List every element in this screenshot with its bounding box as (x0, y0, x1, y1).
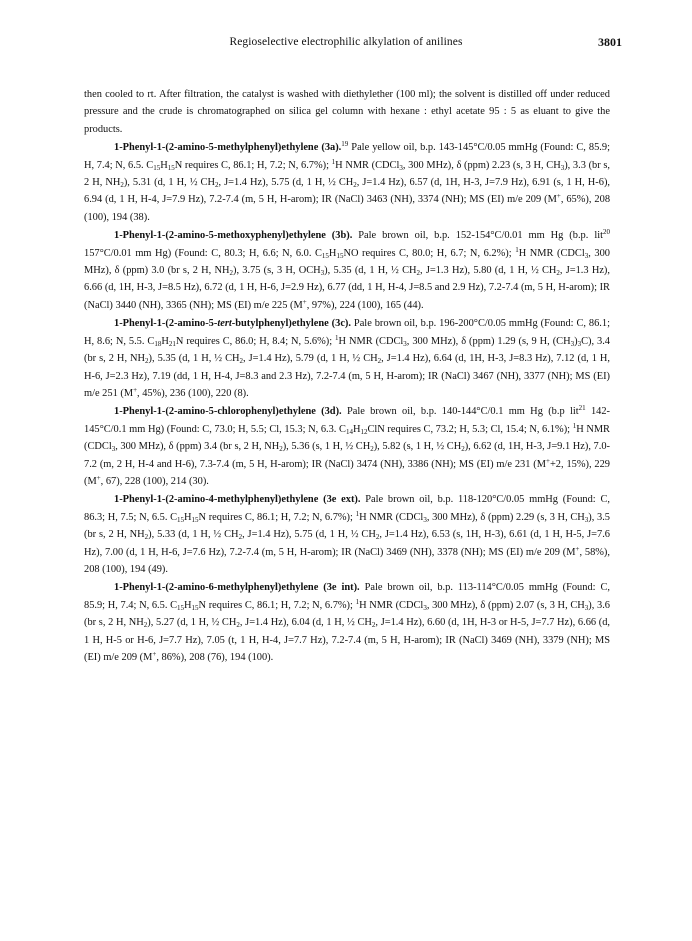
entry-text: , J=1.4 Hz), 6.60 (d, 1H, H-3 or H-5, J=7.7 Hz), 6.66 (d, 1 H, H-5 or H-6, J=7.7 Hz), 7.05 (t, 1 H, H-4, J=7.7 Hz), 7.2-7.4 (m, 5 H, H-arom); IR (NaCl) 3469 (NH), 3379 (NH); MS (EI) m/e 209 (M (84, 617, 611, 663)
subscript: 2 (238, 533, 243, 542)
subscript: 2 (144, 533, 149, 542)
entry-text: N requires C, 86.1; H, 7.2; N, 6.7%); (174, 159, 332, 171)
subscript: 2 (370, 445, 374, 454)
subscript: 2 (279, 445, 283, 454)
formula-subscript: 21 (168, 339, 176, 348)
subscript: 2 (120, 181, 124, 190)
subscript: 3 (423, 603, 427, 612)
entry-text: , J=1.4 Hz), 6.04 (d, 1 H, ½ CH (239, 617, 372, 629)
entry-text: H NMR (CDCl (335, 159, 400, 171)
subscript: 3 (403, 339, 407, 348)
running-title: Regioselective electrophilic alkylation of anilines (229, 36, 463, 48)
superscript: 1 (335, 333, 339, 342)
entry-text: H (328, 247, 337, 259)
entry-text: N requires C, 86.1; H, 7.2; N, 6.7%); (198, 511, 356, 523)
entry-text: ), 5.35 (d, 1 H, ½ CH (148, 353, 240, 365)
formula-subscript: 15 (191, 603, 199, 612)
entry-text: , J=1.3 Hz), 6.66 (d, 1H, H-3, J=8.5 Hz), 6.72 (d, 1 H, H-6, J=2.9 Hz), 6.77 (dd, 1 H, H-4, J=8.5 and 2.9 Hz), 7.2-7.4 (m, 5 H, H-arom); IR (NaCl) 3440 (NH), 3365 (NH); MS (EI) m/e 225 (M (84, 265, 610, 311)
subscript: 3 (399, 163, 403, 172)
formula-subscript: 12 (360, 427, 368, 436)
superscript: 1 (515, 245, 519, 254)
compound-name: 1-Phenyl-1-(2-amino-5-chlorophenyl)ethylene (3d). (114, 406, 342, 418)
entry-text: , 300 MHz), δ (ppm) 2.23 (s, 3 H, CH (402, 159, 561, 171)
entry-text: , J=1.4 Hz), 6.64 (d, 1H, H-3, J=8.3 Hz), 7.12 (d, 1 H, H-6, J=2.3 Hz), 7.19 (dd, 1 H, H-4, J=8.3 and 2.3 Hz), 7.2-7.4 (m, 5 H, H-arom); IR (NaCl) 3467 (NH), 3377 (NH); MS (EI) m/e 251 (M (84, 353, 611, 399)
compound-entry-3c (84, 315, 610, 402)
formula-subscript: 14 (345, 427, 353, 436)
entry-text: , J=1.4 Hz), 6.53 (s, 1H, H-3), 6.61 (d, 1 H, H-5, J=7.6 Hz), 7.00 (d, 1 H, H-6, J=7.6 Hz), 7.2-7.4 (m, 5 H, H-arom); IR (NaCl) 3469 (NH), 3378 (NH); MS (EI) m/e 209 (M (84, 529, 610, 558)
compound-name-part: -butylphenyl)ethylene (3c). (231, 318, 351, 330)
formula-subscript: 15 (167, 163, 175, 172)
subscript: 3 (423, 515, 427, 524)
subscript: 3 (320, 269, 325, 278)
entry-text: Pale brown oil, b.p. 152-154°C/0.01 mm Hg (b.p. lit (352, 230, 603, 242)
entry-text: N requires C, 86.1; H, 7.2; N, 6.7%); (198, 599, 356, 611)
formula-subscript: 15 (177, 603, 185, 612)
superscript: 1 (355, 597, 360, 606)
superscript: + (575, 544, 580, 553)
entry-text: ), 3.3 (br s, 2 H, NH (84, 159, 610, 189)
entry-text: ), 3.6 (br s, 2 H, NH (84, 599, 611, 629)
subscript: 3 (111, 445, 116, 454)
entry-text: ), 5.27 (d, 1 H, ½ CH (147, 617, 237, 629)
entry-text: , J=1.4 Hz), 5.75 (d, 1 H, ½ CH (218, 177, 354, 189)
entry-text: H (184, 599, 192, 611)
compound-entry-3d (84, 403, 610, 490)
subscript: 2 (143, 621, 148, 630)
formula-subscript: 15 (191, 515, 199, 524)
subscript: 3 (584, 515, 589, 524)
entry-text: , 300 MHz), δ (ppm) 3.4 (br s, 2 H, NH (115, 441, 280, 453)
entry-text: C), 3.4 (br s, 2 H, NH (84, 335, 610, 365)
subscript: 3 (577, 339, 582, 348)
compound-name: 1-Phenyl-1-(2-amino-4-methylphenyl)ethylene (3e ext). (114, 494, 361, 506)
entry-text: ClN requires C, 73.2; H, 5.3; Cl, 15.4; N, 6.1%); (367, 423, 573, 435)
formula-subscript: 15 (336, 251, 344, 260)
entry-text: N requires C, 86.0; H, 8.4; N, 5.6%); (175, 335, 336, 347)
entry-text: H NMR (CDCl (359, 599, 424, 611)
subscript: 3 (584, 251, 589, 260)
entry-text: ), 6.62 (d, 1H, H-3, J=9.1 Hz), 7.0-7.2 (m, 2 H, H-4 and H-6), 7.3-7.4 (m, 5 H, H-arom); IR (NaCl) 3474 (NH), 3386 (NH); MS (EI) m/e 231 (M (84, 441, 610, 470)
entry-text: , 67), 228 (100), 214 (30). (100, 475, 209, 487)
entry-text: , J=1.4 Hz), 6.57 (d, 1H, H-3, J=7.9 Hz), 6.91 (s, 1 H, H-6), 6.94 (d, 1 H, H-4, J=7.9 Hz), 7.2-7.4 (m, 5 H, H-arom); IR (NaCl) 3463 (NH), 3374 (NH); MS (EI) m/e 209 (M (84, 177, 611, 206)
compound-entry-3b (84, 227, 610, 314)
entry-text: , 65%), 208 (100), 194 (38). (84, 194, 611, 223)
entry-text: NO requires C, 80.0; H, 6.7; N, 6.2%); (343, 247, 516, 259)
superscript: + (556, 192, 561, 201)
reference-superscript: 20 (603, 228, 610, 237)
superscript: + (133, 385, 138, 394)
entry-text: , 300 MHz), δ (ppm) 2.29 (s, 3 H, CH (426, 511, 585, 523)
entry-text: Pale brown oil, b.p. 140-144°C/0.1 mm Hg (b.p lit (341, 406, 579, 418)
formula-subscript: 15 (321, 251, 329, 260)
compound-entry-3a (84, 139, 610, 226)
entry-text: , 300 MHz), δ (ppm) 3.0 (br s, 2 H, NH (84, 247, 610, 277)
subscript: 2 (375, 533, 380, 542)
superscript: + (152, 650, 157, 658)
entry-text: ), 5.82 (s, 1 H, ½ CH (373, 441, 462, 453)
compound-name (114, 318, 351, 329)
compound-name: 1-Phenyl-1-(2-amino-5-methoxyphenyl)ethylene (3b). (114, 230, 353, 242)
entry-text: ), 5.35 (d, 1 H, ½ CH (324, 265, 417, 277)
superscript: + (545, 456, 550, 465)
entry-text: , 300 MHz), δ (ppm) 1.29 (s, 9 H, (CH (406, 335, 571, 347)
compound-entry-3e-int (84, 579, 610, 666)
entry-text: +2, 15%), 229 (M (84, 458, 610, 487)
formula-subscript: 15 (153, 163, 161, 172)
entry-text: H NMR (CDCl (359, 511, 424, 523)
reference-superscript: 19 (341, 140, 349, 149)
superscript: 1 (331, 157, 336, 166)
entry-text: H (184, 511, 192, 523)
entry-text: , J=1.4 Hz), 5.75 (d, 1 H, ½ CH (242, 529, 376, 541)
entry-text: ), 3.75 (s, 3 H, OCH (233, 265, 321, 277)
formula-subscript: 18 (154, 339, 162, 348)
subscript: 2 (556, 269, 560, 278)
entry-text: Pale brown oil, b.p. 118-120°C/0.05 mmHg (Found: C, 86.3; H, 7.5; N, 6.5. C (84, 494, 610, 523)
entry-text: H NMR (CDCl (84, 423, 610, 453)
entry-text: , 86%), 208 (76), 194 (100). (156, 652, 274, 663)
subscript: 2 (353, 181, 357, 190)
superscript: + (96, 473, 101, 482)
entry-text: , 300 MHz), δ (ppm) 2.07 (s, 3 H, CH (426, 599, 585, 611)
subscript: 2 (461, 445, 465, 454)
entry-text: , J=1.4 Hz), 5.79 (d, 1 H, ½ CH (243, 353, 378, 365)
subscript: 2 (416, 269, 421, 278)
subscript: 2 (145, 357, 149, 366)
compound-name-italic: tert (217, 318, 232, 330)
superscript: 1 (572, 421, 577, 430)
entry-text: H NMR (CDCl (518, 247, 585, 259)
body-text (84, 86, 610, 667)
reference-superscript: 21 (578, 404, 586, 413)
entry-text: 142-145°C/0.1 mm Hg) (Found: C, 73.0; H, 5.5; Cl, 15.3; N, 6.3. C (84, 406, 610, 435)
compound-name: 1-Phenyl-1-(2-amino-6-methylphenyl)ethylene (3e int). (114, 582, 360, 594)
entry-text: , J=1.3 Hz), 5.80 (d, 1 H, ½ CH (420, 265, 557, 277)
compound-name-part: 1-Phenyl-1-(2-amino-5- (114, 318, 218, 330)
formula-subscript: 15 (177, 515, 185, 524)
entry-text: Pale brown oil, b.p. 113-114°C/0.05 mmHg (Found: C, 85.9; H, 7.4; N, 6.5. C (84, 582, 610, 611)
subscript: 3 (560, 163, 565, 172)
entry-text: ), 5.36 (s, 1 H, ½ CH (282, 441, 371, 453)
subscript: 3 (584, 603, 589, 612)
entry-text: H (161, 335, 169, 347)
entry-text: H NMR (CDCl (338, 335, 404, 347)
entry-text: 157°C/0.01 mm Hg) (Found: C, 80.3; H, 6.6; N, 6.0. C (84, 247, 322, 259)
page-header (0, 36, 692, 52)
entry-text: ), 3.5 (br s, 2 H, NH (84, 511, 611, 541)
subscript: 2 (371, 621, 376, 630)
subscript: 2 (239, 357, 244, 366)
subscript: 3 (570, 339, 575, 348)
subscript: 2 (377, 357, 382, 366)
superscript: 1 (355, 509, 360, 518)
entry-text: ), 5.33 (d, 1 H, ½ CH (148, 529, 239, 541)
page-number: 3801 (598, 35, 622, 49)
subscript: 2 (229, 269, 233, 278)
entry-text: , 97%), 224 (100), 165 (44). (306, 299, 424, 311)
superscript: + (302, 297, 307, 306)
subscript: 2 (214, 181, 219, 190)
entry-text: H (352, 423, 361, 435)
entry-text: Pale brown oil, b.p. 196-200°C/0.05 mmHg (Found: C, 86.1; H, 8.6; N, 5.5. C (84, 318, 610, 347)
entry-text: , 58%), 208 (100), 194 (49). (84, 546, 610, 575)
compound-entry-3e-ext (84, 491, 610, 578)
entry-text: , 45%), 236 (100), 220 (8). (137, 387, 249, 399)
entry-text: ) (574, 335, 578, 347)
entry-text: Pale yellow oil, b.p. 143-145°C/0.05 mmHg (Found: C, 85.9; H, 7.4; N, 6.5. C (84, 142, 610, 171)
compound-name: 1-Phenyl-1-(2-amino-5-methylphenyl)ethylene (3a). (114, 142, 342, 154)
intro-paragraph: then cooled to rt. After filtration, the catalyst is washed with diethylether (100 ml); the solvent is distilled off under reduced pressure and the crude is chromatographed on silica gel column with hexane : ethyl acetate 95 : 5 as eluant to give the products. (84, 89, 610, 135)
entry-text: H (160, 159, 168, 171)
subscript: 2 (236, 621, 240, 630)
entry-text: ), 5.31 (d, 1 H, ½ CH (123, 177, 215, 189)
